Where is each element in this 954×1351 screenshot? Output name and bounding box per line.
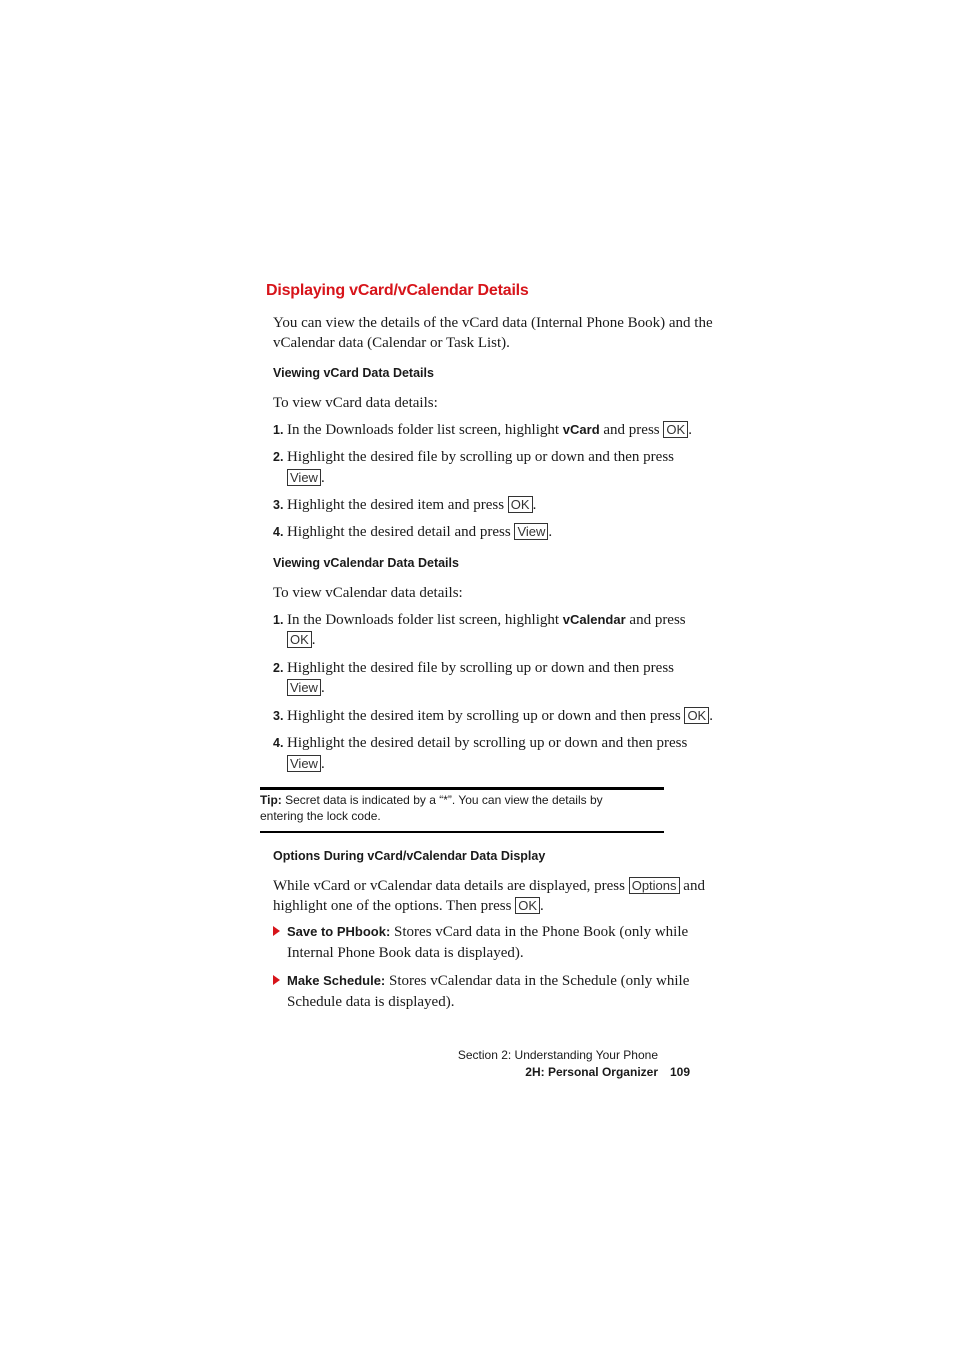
step-number: 4.: [273, 736, 284, 750]
tip-top-rule: [260, 787, 664, 790]
vcalendar-step-1-cont: OK .: [287, 630, 316, 650]
view-key: View: [287, 469, 321, 486]
step-number: 3.: [273, 498, 284, 512]
tip-line-2: entering the lock code.: [260, 809, 381, 823]
vcard-step-2: 2. Highlight the desired file by scrolling up or down and then press: [273, 449, 675, 465]
vcalendar-step-1: 1. In the Downloads folder list screen, highlight vCalendar and press: [273, 612, 686, 628]
tip-label: Tip:: [260, 793, 282, 807]
options-para-line-2: highlight one of the options. Then press OK .: [273, 898, 544, 914]
ok-key: OK: [663, 421, 688, 438]
triangle-bullet-icon: [273, 926, 280, 936]
vcalendar-step-2-cont: View .: [287, 678, 325, 698]
triangle-bullet-icon: [273, 975, 280, 985]
step-number: 4.: [273, 525, 284, 539]
vcard-keyword: vCard: [562, 422, 600, 437]
options-key: Options: [629, 877, 680, 894]
view-key: View: [287, 755, 321, 772]
vcalendar-step-2: 2. Highlight the desired file by scrolling up or down and then press: [273, 660, 675, 676]
ok-key: OK: [287, 631, 312, 648]
bullet-make-schedule-cont: Schedule data is displayed).: [287, 994, 455, 1010]
vcalendar-step-4-cont: View .: [287, 754, 325, 774]
bullet-make-schedule: Make Schedule: Stores vCalendar data in the Schedule (only while: [273, 971, 689, 991]
options-subheading: Options During vCard/vCalendar Data Display: [273, 849, 546, 863]
vcalendar-keyword: vCalendar: [562, 612, 626, 627]
view-key: View: [287, 679, 321, 696]
page-number: 109: [670, 1065, 691, 1079]
vcard-step-3: 3. Highlight the desired item and press OK .: [273, 497, 537, 513]
vcalendar-lead: To view vCalendar data details:: [273, 585, 463, 601]
vcard-step-4: 4. Highlight the desired detail and press View .: [273, 524, 553, 540]
page-title: Displaying vCard/vCalendar Details: [266, 282, 529, 299]
step-number: 3.: [273, 709, 284, 723]
step-number: 2.: [273, 661, 284, 675]
vcalendar-subheading: Viewing vCalendar Data Details: [273, 556, 459, 570]
intro-line-2: vCalendar data (Calendar or Task List).: [273, 335, 510, 351]
bullet-save-to-phbook: Save to PHbook: Stores vCard data in the Phone Book (only while: [273, 922, 688, 942]
step-number: 1.: [273, 423, 284, 437]
tip-line-1: Tip: Secret data is indicated by a “*”. You can view the details by: [260, 793, 603, 807]
vcard-step-1: 1. In the Downloads folder list screen, highlight vCard and press OK .: [273, 422, 692, 438]
step-number: 2.: [273, 450, 284, 464]
footer-section: Section 2: Understanding Your Phone: [457, 1048, 658, 1062]
tip-bottom-rule: [260, 831, 664, 833]
ok-key: OK: [508, 496, 533, 513]
tip-box: [260, 792, 664, 824]
step-number: 1.: [273, 613, 284, 627]
vcalendar-step-4: 4. Highlight the desired detail by scrolling up or down and then press: [273, 735, 688, 751]
bullet-save-to-phbook-cont: Internal Phone Book data is displayed).: [287, 945, 524, 961]
options-para-line-1: While vCard or vCalendar data details are displayed, press Options and: [273, 878, 705, 894]
ok-key: OK: [515, 897, 540, 914]
ok-key: OK: [684, 707, 709, 724]
vcard-lead: To view vCard data details:: [273, 395, 438, 411]
intro-line-1: You can view the details of the vCard data (Internal Phone Book) and the: [273, 315, 713, 331]
footer-chapter: 2H: Personal Organizer: [525, 1065, 658, 1079]
view-key: View: [514, 523, 548, 540]
vcard-subheading: Viewing vCard Data Details: [273, 366, 434, 380]
vcalendar-step-3: 3. Highlight the desired item by scrolling up or down and then press OK .: [273, 708, 713, 724]
vcard-step-2-cont: View .: [287, 468, 325, 488]
